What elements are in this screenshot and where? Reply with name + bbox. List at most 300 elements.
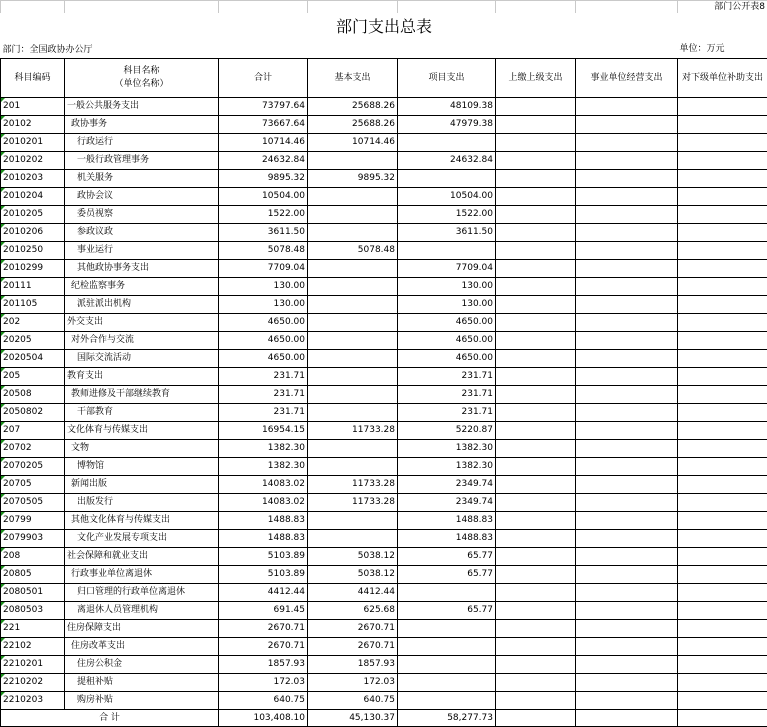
row-project: 130.00 xyxy=(398,296,496,314)
row-code: 20702 xyxy=(1,440,65,458)
col-header-name-line2: （单位名称） xyxy=(114,79,169,89)
row-project: 2349.74 xyxy=(398,476,496,494)
row-upper xyxy=(496,134,576,152)
row-total: 130.00 xyxy=(219,278,308,296)
row-code: 20102 xyxy=(1,116,65,134)
row-basic xyxy=(308,512,398,530)
row-project xyxy=(398,134,496,152)
table-row xyxy=(1,98,767,116)
row-business xyxy=(576,620,678,638)
row-lower xyxy=(678,404,767,422)
row-basic xyxy=(308,350,398,368)
row-project: 1522.00 xyxy=(398,206,496,224)
col-header-business: 事业单位经营支出 xyxy=(576,59,678,98)
row-business xyxy=(576,692,678,710)
row-basic: 4412.44 xyxy=(308,584,398,602)
row-project: 231.71 xyxy=(398,386,496,404)
row-business xyxy=(576,188,678,206)
row-code: 201105 xyxy=(1,296,65,314)
row-name: 新闻出版 xyxy=(65,476,219,494)
row-basic xyxy=(308,278,398,296)
row-name: 事业运行 xyxy=(65,242,219,260)
row-code: 20508 xyxy=(1,386,65,404)
row-name: 派驻派出机构 xyxy=(65,296,219,314)
row-business xyxy=(576,314,678,332)
row-basic xyxy=(308,152,398,170)
col-header-total: 合计 xyxy=(219,59,308,98)
table-row xyxy=(1,422,767,440)
row-upper xyxy=(496,512,576,530)
row-basic xyxy=(308,386,398,404)
total-project: 58,277.73 xyxy=(398,710,496,727)
total-upper xyxy=(496,710,576,727)
row-total: 2670.71 xyxy=(219,620,308,638)
row-lower xyxy=(678,692,767,710)
row-upper xyxy=(496,98,576,116)
row-project: 48109.38 xyxy=(398,98,496,116)
row-business xyxy=(576,566,678,584)
row-project: 231.71 xyxy=(398,404,496,422)
col-header-upper: 上缴上级支出 xyxy=(496,59,576,98)
row-lower xyxy=(678,260,767,278)
row-upper xyxy=(496,548,576,566)
row-code: 207 xyxy=(1,422,65,440)
row-code: 221 xyxy=(1,620,65,638)
row-name: 其他政协事务支出 xyxy=(65,260,219,278)
row-total: 231.71 xyxy=(219,386,308,404)
row-lower xyxy=(678,494,767,512)
total-business xyxy=(576,710,678,727)
row-business xyxy=(576,548,678,566)
row-code: 2080501 xyxy=(1,584,65,602)
row-code: 208 xyxy=(1,548,65,566)
row-project xyxy=(398,242,496,260)
row-project: 130.00 xyxy=(398,278,496,296)
table-row xyxy=(1,602,767,620)
total-row xyxy=(1,710,767,727)
row-total: 2670.71 xyxy=(219,638,308,656)
row-business xyxy=(576,512,678,530)
row-lower xyxy=(678,458,767,476)
row-name: 其他文化体育与传媒支出 xyxy=(65,512,219,530)
row-name: 行政运行 xyxy=(65,134,219,152)
row-name: 一般公共服务支出 xyxy=(65,98,219,116)
row-business xyxy=(576,368,678,386)
row-total: 1857.93 xyxy=(219,656,308,674)
row-basic: 640.75 xyxy=(308,692,398,710)
row-business xyxy=(576,476,678,494)
row-basic xyxy=(308,260,398,278)
row-total: 5078.48 xyxy=(219,242,308,260)
row-name: 行政事业单位离退休 xyxy=(65,566,219,584)
row-project: 7709.04 xyxy=(398,260,496,278)
row-project: 5220.87 xyxy=(398,422,496,440)
row-basic: 11733.28 xyxy=(308,476,398,494)
row-project xyxy=(398,656,496,674)
row-lower xyxy=(678,278,767,296)
row-business xyxy=(576,224,678,242)
row-lower xyxy=(678,584,767,602)
row-lower xyxy=(678,152,767,170)
row-total: 172.03 xyxy=(219,674,308,692)
row-code: 202 xyxy=(1,314,65,332)
row-name: 住房公积金 xyxy=(65,656,219,674)
row-name: 参政议政 xyxy=(65,224,219,242)
row-code: 2210202 xyxy=(1,674,65,692)
row-business xyxy=(576,404,678,422)
row-upper xyxy=(496,530,576,548)
row-lower xyxy=(678,422,767,440)
total-lower xyxy=(678,710,767,727)
row-lower xyxy=(678,656,767,674)
row-upper xyxy=(496,170,576,188)
col-header-project: 项目支出 xyxy=(398,59,496,98)
row-upper xyxy=(496,206,576,224)
row-total: 10714.46 xyxy=(219,134,308,152)
row-name: 文化产业发展专项支出 xyxy=(65,530,219,548)
row-code: 2070205 xyxy=(1,458,65,476)
row-total: 130.00 xyxy=(219,296,308,314)
row-upper xyxy=(496,566,576,584)
row-code: 2020504 xyxy=(1,350,65,368)
row-lower xyxy=(678,296,767,314)
row-code: 2080503 xyxy=(1,602,65,620)
row-total: 14083.02 xyxy=(219,494,308,512)
table-row xyxy=(1,530,767,548)
row-code: 2010250 xyxy=(1,242,65,260)
row-total: 640.75 xyxy=(219,692,308,710)
table-row xyxy=(1,548,767,566)
row-code: 2050802 xyxy=(1,404,65,422)
row-project xyxy=(398,692,496,710)
row-lower xyxy=(678,566,767,584)
row-lower xyxy=(678,350,767,368)
row-business xyxy=(576,638,678,656)
row-name: 委员视察 xyxy=(65,206,219,224)
row-code: 20799 xyxy=(1,512,65,530)
row-basic: 5078.48 xyxy=(308,242,398,260)
row-business xyxy=(576,494,678,512)
row-code: 22102 xyxy=(1,638,65,656)
row-total: 16954.15 xyxy=(219,422,308,440)
table-row xyxy=(1,440,767,458)
table-row xyxy=(1,368,767,386)
row-project: 1382.30 xyxy=(398,458,496,476)
total-sum: 103,408.10 xyxy=(219,710,308,727)
row-code: 2010206 xyxy=(1,224,65,242)
table-row xyxy=(1,314,767,332)
row-total: 73797.64 xyxy=(219,98,308,116)
row-upper xyxy=(496,188,576,206)
row-business xyxy=(576,656,678,674)
row-project: 2349.74 xyxy=(398,494,496,512)
row-name: 干部教育 xyxy=(65,404,219,422)
row-total: 5103.89 xyxy=(219,548,308,566)
row-project xyxy=(398,584,496,602)
table-row xyxy=(1,350,767,368)
row-code: 205 xyxy=(1,368,65,386)
row-total: 4650.00 xyxy=(219,314,308,332)
row-basic xyxy=(308,296,398,314)
table-row xyxy=(1,458,767,476)
table-row xyxy=(1,620,767,638)
row-upper xyxy=(496,494,576,512)
row-basic: 172.03 xyxy=(308,674,398,692)
row-code: 20111 xyxy=(1,278,65,296)
col-header-lower: 对下级单位补助支出 xyxy=(678,59,767,98)
row-name: 博物馆 xyxy=(65,458,219,476)
row-name: 住房改革支出 xyxy=(65,638,219,656)
row-lower xyxy=(678,116,767,134)
table-row xyxy=(1,170,767,188)
row-basic: 5038.12 xyxy=(308,566,398,584)
col-header-name-line1: 科目名称 xyxy=(123,66,160,76)
row-business xyxy=(576,170,678,188)
row-upper xyxy=(496,368,576,386)
row-name: 归口管理的行政单位离退休 xyxy=(65,584,219,602)
row-basic: 25688.26 xyxy=(308,98,398,116)
row-name: 社会保障和就业支出 xyxy=(65,548,219,566)
header-row xyxy=(1,59,767,98)
row-lower xyxy=(678,386,767,404)
row-name: 外交支出 xyxy=(65,314,219,332)
row-name: 教师进修及干部继续教育 xyxy=(65,386,219,404)
row-basic: 10714.46 xyxy=(308,134,398,152)
row-upper xyxy=(496,116,576,134)
row-project: 1488.83 xyxy=(398,530,496,548)
row-basic: 11733.28 xyxy=(308,494,398,512)
table-row xyxy=(1,134,767,152)
table-row xyxy=(1,584,767,602)
row-basic xyxy=(308,224,398,242)
row-business xyxy=(576,98,678,116)
row-lower xyxy=(678,512,767,530)
total-label: 合 计 xyxy=(1,710,219,727)
row-code: 2010205 xyxy=(1,206,65,224)
row-name: 购房补贴 xyxy=(65,692,219,710)
table-row xyxy=(1,224,767,242)
row-total: 1488.83 xyxy=(219,530,308,548)
row-business xyxy=(576,242,678,260)
row-business xyxy=(576,350,678,368)
row-basic: 2670.71 xyxy=(308,638,398,656)
row-lower xyxy=(678,620,767,638)
row-upper xyxy=(496,224,576,242)
table-row xyxy=(1,476,767,494)
row-business xyxy=(576,584,678,602)
row-project xyxy=(398,638,496,656)
row-total: 231.71 xyxy=(219,368,308,386)
row-upper xyxy=(496,620,576,638)
row-total: 4412.44 xyxy=(219,584,308,602)
row-upper xyxy=(496,260,576,278)
row-upper xyxy=(496,674,576,692)
row-upper xyxy=(496,296,576,314)
row-business xyxy=(576,134,678,152)
row-lower xyxy=(678,368,767,386)
row-business xyxy=(576,206,678,224)
row-code: 20805 xyxy=(1,566,65,584)
row-project: 4650.00 xyxy=(398,332,496,350)
table-row xyxy=(1,404,767,422)
table-row xyxy=(1,278,767,296)
row-total: 1522.00 xyxy=(219,206,308,224)
row-total: 24632.84 xyxy=(219,152,308,170)
row-business xyxy=(576,602,678,620)
row-project: 4650.00 xyxy=(398,350,496,368)
row-name: 纪检监察事务 xyxy=(65,278,219,296)
row-basic xyxy=(308,440,398,458)
row-total: 1488.83 xyxy=(219,512,308,530)
row-upper xyxy=(496,278,576,296)
row-lower xyxy=(678,242,767,260)
row-business xyxy=(576,674,678,692)
table-row xyxy=(1,692,767,710)
row-business xyxy=(576,386,678,404)
row-code: 2010201 xyxy=(1,134,65,152)
row-lower xyxy=(678,98,767,116)
row-name: 文物 xyxy=(65,440,219,458)
row-basic xyxy=(308,188,398,206)
row-total: 4650.00 xyxy=(219,350,308,368)
row-business xyxy=(576,440,678,458)
row-business xyxy=(576,152,678,170)
row-basic: 1857.93 xyxy=(308,656,398,674)
row-business xyxy=(576,332,678,350)
row-project xyxy=(398,620,496,638)
row-upper xyxy=(496,242,576,260)
table-row xyxy=(1,116,767,134)
row-basic: 11733.28 xyxy=(308,422,398,440)
row-name: 政协会议 xyxy=(65,188,219,206)
row-upper xyxy=(496,458,576,476)
table-row xyxy=(1,566,767,584)
table-row xyxy=(1,242,767,260)
row-lower xyxy=(678,188,767,206)
row-project: 1382.30 xyxy=(398,440,496,458)
row-lower xyxy=(678,224,767,242)
row-lower xyxy=(678,314,767,332)
row-total: 691.45 xyxy=(219,602,308,620)
table-row xyxy=(1,386,767,404)
row-basic xyxy=(308,458,398,476)
row-project: 65.77 xyxy=(398,566,496,584)
row-lower xyxy=(678,170,767,188)
row-code: 20705 xyxy=(1,476,65,494)
row-project: 65.77 xyxy=(398,548,496,566)
row-code: 2010203 xyxy=(1,170,65,188)
row-project: 4650.00 xyxy=(398,314,496,332)
table-row xyxy=(1,296,767,314)
row-business xyxy=(576,296,678,314)
row-name: 出版发行 xyxy=(65,494,219,512)
row-lower xyxy=(678,674,767,692)
row-upper xyxy=(496,692,576,710)
row-project: 3611.50 xyxy=(398,224,496,242)
row-lower xyxy=(678,638,767,656)
page-title: 部门支出总表 xyxy=(336,17,433,36)
row-upper xyxy=(496,404,576,422)
table-row xyxy=(1,260,767,278)
row-lower xyxy=(678,602,767,620)
row-total: 9895.32 xyxy=(219,170,308,188)
row-upper xyxy=(496,422,576,440)
table-row xyxy=(1,656,767,674)
row-business xyxy=(576,530,678,548)
col-header-name xyxy=(65,59,219,98)
department-label: 部门：全国政协办公厅 xyxy=(2,44,93,55)
row-total: 7709.04 xyxy=(219,260,308,278)
row-code: 2210203 xyxy=(1,692,65,710)
total-basic: 45,130.37 xyxy=(308,710,398,727)
row-business xyxy=(576,422,678,440)
row-name: 机关服务 xyxy=(65,170,219,188)
row-code: 2070505 xyxy=(1,494,65,512)
row-name: 住房保障支出 xyxy=(65,620,219,638)
col-header-code: 科目编码 xyxy=(1,59,65,98)
row-basic xyxy=(308,206,398,224)
row-lower xyxy=(678,206,767,224)
row-upper xyxy=(496,152,576,170)
row-code: 2079903 xyxy=(1,530,65,548)
row-basic: 2670.71 xyxy=(308,620,398,638)
table-row xyxy=(1,332,767,350)
row-upper xyxy=(496,638,576,656)
row-basic: 25688.26 xyxy=(308,116,398,134)
table-row xyxy=(1,638,767,656)
row-name: 国际交流活动 xyxy=(65,350,219,368)
col-header-basic: 基本支出 xyxy=(308,59,398,98)
unit-label: 单位：万元 xyxy=(679,44,725,54)
table-row xyxy=(1,494,767,512)
row-project: 10504.00 xyxy=(398,188,496,206)
row-total: 4650.00 xyxy=(219,332,308,350)
row-basic xyxy=(308,368,398,386)
row-basic xyxy=(308,404,398,422)
row-project xyxy=(398,674,496,692)
row-business xyxy=(576,260,678,278)
row-upper xyxy=(496,350,576,368)
row-business xyxy=(576,116,678,134)
row-total: 231.71 xyxy=(219,404,308,422)
row-name: 提租补贴 xyxy=(65,674,219,692)
row-lower xyxy=(678,548,767,566)
row-project: 24632.84 xyxy=(398,152,496,170)
row-upper xyxy=(496,602,576,620)
row-code: 2010204 xyxy=(1,188,65,206)
row-code: 201 xyxy=(1,98,65,116)
row-upper xyxy=(496,314,576,332)
row-basic: 9895.32 xyxy=(308,170,398,188)
row-total: 73667.64 xyxy=(219,116,308,134)
row-name: 离退休人员管理机构 xyxy=(65,602,219,620)
row-name: 对外合作与交流 xyxy=(65,332,219,350)
row-upper xyxy=(496,656,576,674)
row-upper xyxy=(496,440,576,458)
row-lower xyxy=(678,332,767,350)
row-business xyxy=(576,278,678,296)
row-upper xyxy=(496,584,576,602)
row-basic: 625.68 xyxy=(308,602,398,620)
row-name: 一般行政管理事务 xyxy=(65,152,219,170)
table-row xyxy=(1,152,767,170)
table-row xyxy=(1,188,767,206)
row-total: 1382.30 xyxy=(219,440,308,458)
form-number: 部门公开表8 xyxy=(678,1,767,14)
row-business xyxy=(576,458,678,476)
table-row xyxy=(1,674,767,692)
row-lower xyxy=(678,440,767,458)
